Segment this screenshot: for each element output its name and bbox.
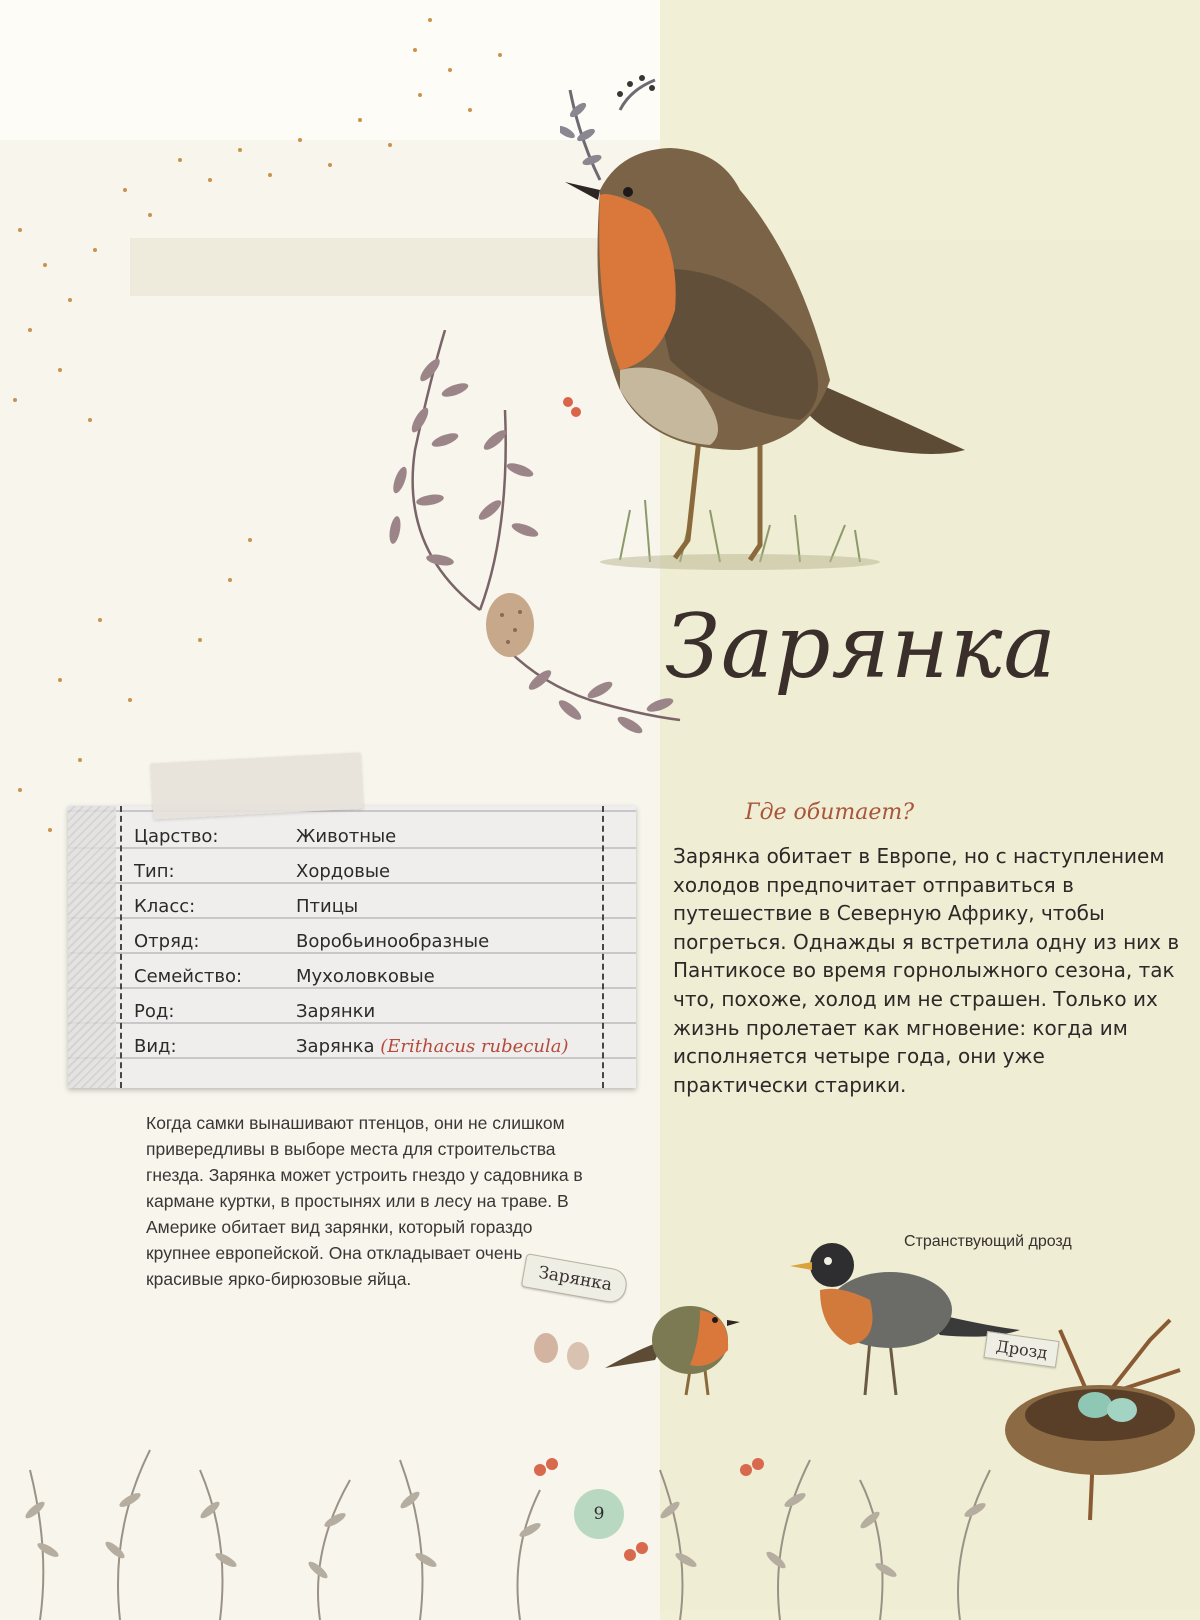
taxonomy-key: Тип: (134, 861, 175, 882)
taxonomy-value: Зарянки (296, 1001, 376, 1022)
taxonomy-value: Хордовые (296, 861, 391, 882)
species-latin-name: (Erithacus rubecula) (380, 1036, 569, 1057)
page-number-badge: 9 (574, 1489, 624, 1539)
paper-tape (151, 753, 364, 820)
taxonomy-key: Семейство: (134, 966, 243, 987)
thrush-label-tag: Дрозд (983, 1331, 1060, 1368)
page-title: Зарянка (665, 595, 1057, 698)
habitat-paragraph: Зарянка обитает в Европе, но с наступлением холодов предпочитает отправиться в путешествие в Северную Африку, чтобы погреться. Однажды я встретила одну из них в Пантикосе во время горнолыжного сезона, так что, похоже, холод им не страшен. Только их жизнь пролетает как мгновение: когда им исполняется четыре года, они уже практически старики. (673, 844, 1180, 1097)
card-dashed-line-right (602, 806, 604, 1088)
card-hatch-margin (68, 806, 116, 1088)
habitat-heading: Где обитает? (745, 800, 915, 825)
nesting-paragraph: Когда самки вынашивают птенцов, они не слишком привередливы в выборе места для строительства гнезда. Зарянка может устроить гнездо у садовника в кармане куртки, в простынях или в лесу на траве. В Америке обитает вид зарянки, который гораздо крупнее европейской. Она откладывает очень красивые ярко-бирюзовые яйца. (146, 1113, 583, 1289)
taxonomy-key: Вид: (134, 1036, 177, 1057)
taxonomy-value: Птицы (296, 896, 359, 917)
taxonomy-key: Класс: (134, 896, 196, 917)
fern-wreath-illustration (360, 330, 690, 760)
robin-label-tag: Зарянка (521, 1253, 630, 1305)
taxonomy-value (296, 1036, 569, 1057)
taxonomy-key: Царство: (134, 826, 219, 847)
thrush-caption: Странствующий дрозд (904, 1233, 1072, 1250)
taxonomy-value: Животные (296, 826, 397, 847)
taxonomy-card (68, 806, 636, 1088)
taxonomy-key: Род: (134, 1001, 175, 1022)
species-name: Зарянка (296, 1036, 375, 1057)
thrush-illustration (790, 1230, 1030, 1400)
card-dashed-line-left (120, 806, 122, 1088)
taxonomy-value: Воробьинообразные (296, 931, 490, 952)
taxonomy-value: Мухоловковые (296, 966, 435, 987)
taxonomy-key: Отряд: (134, 931, 200, 952)
